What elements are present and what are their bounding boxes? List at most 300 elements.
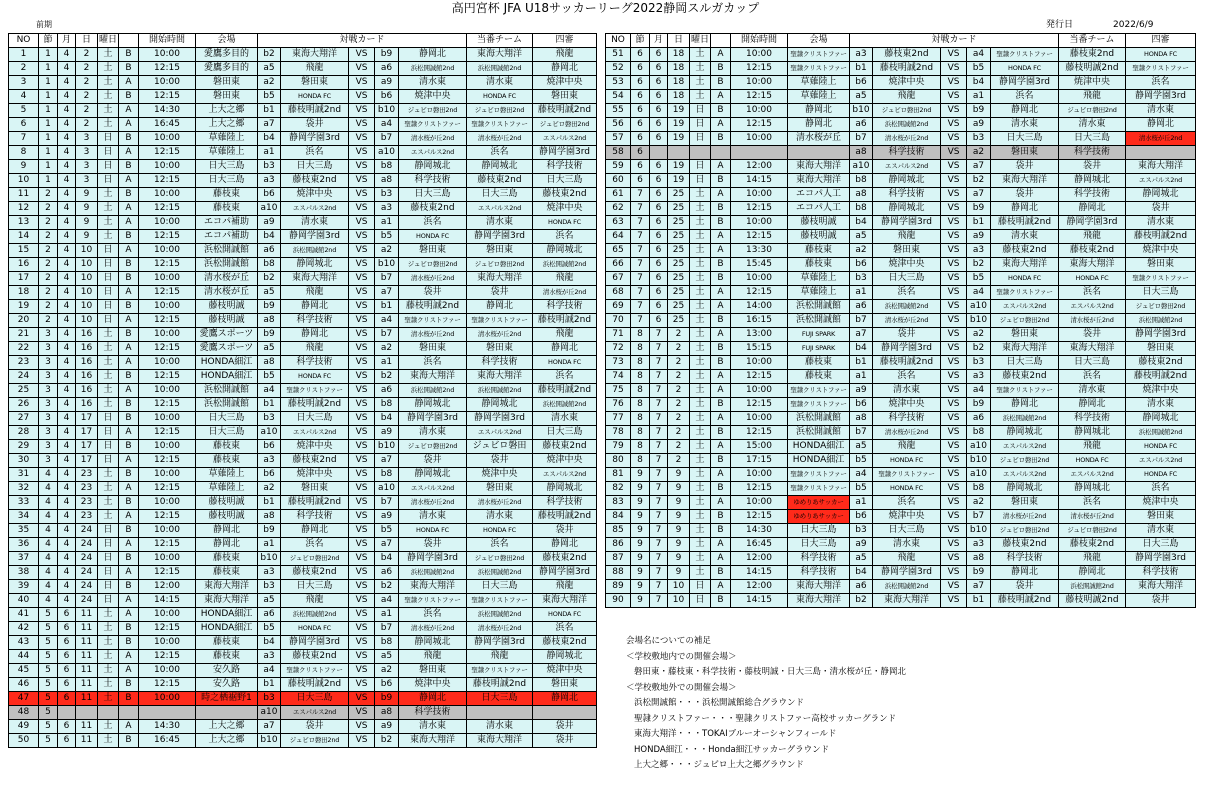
table-cell: 日 (98, 412, 119, 426)
table-cell: b2 (258, 272, 281, 286)
table-cell: 9 (631, 482, 650, 496)
table-cell: b9 (967, 104, 991, 118)
table-cell: 17 (76, 440, 98, 454)
table-cell: 14:15 (731, 566, 788, 580)
table-cell: 科学技術 (533, 496, 597, 510)
table-cell: 藤枝明誠2nd (991, 594, 1059, 608)
table-cell: 15:00 (731, 440, 788, 454)
table-cell: b1 (850, 62, 873, 76)
table-cell: 6 (650, 216, 668, 230)
table-cell: 8 (631, 328, 650, 342)
table-cell: エスパルス2nd (533, 132, 597, 146)
table-cell: a7 (967, 160, 991, 174)
table-cell: 12:00 (731, 552, 788, 566)
table-cell: 日大三島 (533, 426, 597, 440)
table-cell: 5 (39, 650, 58, 664)
table-cell: 23 (76, 482, 98, 496)
table-row (606, 342, 1196, 356)
table-cell: VS (349, 706, 375, 720)
table-cell: 科学技術 (399, 706, 467, 720)
table-cell: 2 (668, 440, 690, 454)
table-cell: 51 (606, 48, 631, 62)
table-cell: b8 (375, 160, 399, 174)
table-cell: 7 (631, 216, 650, 230)
table-cell: A (119, 216, 139, 230)
table-cell: b5 (850, 482, 873, 496)
table-cell: HONDA FC (399, 524, 467, 538)
table-cell: 5 (39, 678, 58, 692)
table-cell: 愛鷹多目的 (196, 48, 258, 62)
table-cell: 浜松開誠館 (196, 244, 258, 258)
table-cell: VS (941, 426, 967, 440)
table-cell: 2 (668, 454, 690, 468)
table-cell: 15 (9, 244, 39, 258)
table-cell: b8 (967, 482, 991, 496)
table-cell: 磐田東 (467, 342, 533, 356)
table-cell: 日大三島 (196, 174, 258, 188)
table-cell: 清水桜が丘2nd (1059, 510, 1126, 524)
table-row (606, 454, 1196, 468)
table-cell: 10 (668, 580, 690, 594)
table-cell: 土 (98, 664, 119, 678)
table-cell: VS (349, 426, 375, 440)
table-cell: 10:00 (139, 328, 196, 342)
table-row (9, 384, 597, 398)
table-row (9, 356, 597, 370)
table-cell: 42 (9, 622, 39, 636)
table-cell: 袋井 (873, 328, 941, 342)
table-cell: 飛龍 (873, 90, 941, 104)
table-cell: 4 (58, 258, 76, 272)
table-cell: 土 (98, 216, 119, 230)
table-cell: 4 (39, 538, 58, 552)
table-cell: エスパルス2nd (281, 706, 349, 720)
table-cell: a2 (258, 76, 281, 90)
table-cell: 浜名 (281, 146, 349, 160)
table-cell: 藤枝明誠2nd (873, 356, 941, 370)
table-cell: 浜松開誠館2nd (1059, 580, 1126, 594)
table-cell: 11 (76, 636, 98, 650)
table-cell: 70 (606, 314, 631, 328)
table-cell: 科学技術 (788, 552, 850, 566)
table-cell: VS (349, 524, 375, 538)
table-cell: VS (349, 594, 375, 608)
table-cell: 2 (668, 398, 690, 412)
table-cell: 71 (606, 328, 631, 342)
table-cell: a7 (850, 328, 873, 342)
table-cell: 藤枝明誠2nd (1126, 370, 1196, 384)
table-cell: b4 (850, 566, 873, 580)
table-cell: 6 (650, 76, 668, 90)
table-cell: A (119, 594, 139, 608)
table-row (9, 258, 597, 272)
table-cell: 土 (690, 244, 711, 258)
issue-label: 発行日 (1046, 20, 1074, 30)
table-cell: 上大之郷 (196, 720, 258, 734)
table-cell: VS (941, 440, 967, 454)
table-cell: 草薙陸上 (196, 146, 258, 160)
table-cell: 清水東 (281, 216, 349, 230)
table-cell: 21 (9, 328, 39, 342)
table-cell: VS (349, 720, 375, 734)
table-row (606, 62, 1196, 76)
table-cell: 静岡北 (399, 48, 467, 62)
table-cell (690, 146, 711, 160)
table-cell: エスパルス2nd (533, 468, 597, 482)
table-cell: 東海大翔洋 (788, 594, 850, 608)
table-row (9, 552, 597, 566)
table-cell: 藤枝東2nd (281, 174, 349, 188)
table-cell: 6 (631, 62, 650, 76)
table-cell: 6 (650, 48, 668, 62)
table-cell: B (711, 356, 731, 370)
table-cell: 聖隷クリストファー (399, 118, 467, 132)
table-cell: HONDA細江 (788, 454, 850, 468)
table-cell: 14 (9, 230, 39, 244)
table-cell: b3 (850, 272, 873, 286)
table-cell: A (711, 538, 731, 552)
table-cell: 7 (631, 258, 650, 272)
table-row (606, 328, 1196, 342)
table-cell: 東海大翔洋 (991, 174, 1059, 188)
table-cell: 39 (9, 580, 39, 594)
table-cell: 6 (650, 104, 668, 118)
table-cell: VS (941, 160, 967, 174)
table-cell: エスパルス2nd (467, 426, 533, 440)
table-cell: A (119, 146, 139, 160)
table-cell: VS (941, 76, 967, 90)
table-row (606, 580, 1196, 594)
table-cell: 静岡学園3rd (533, 146, 597, 160)
table-cell: 10 (76, 272, 98, 286)
table-cell: ジュビロ磐田2nd (467, 552, 533, 566)
table-row (606, 76, 1196, 90)
table-cell: 藤枝東2nd (1059, 538, 1126, 552)
table-cell: 10:00 (139, 384, 196, 398)
table-cell: 6 (650, 272, 668, 286)
table-cell: 静岡北 (991, 202, 1059, 216)
table-cell: b5 (967, 62, 991, 76)
table-cell: VS (941, 482, 967, 496)
table-cell: 7 (650, 440, 668, 454)
table-cell: 土 (690, 286, 711, 300)
table-cell: a3 (375, 202, 399, 216)
table-cell: 2 (39, 202, 58, 216)
table-cell: B (119, 300, 139, 314)
issue-info (1046, 17, 1153, 30)
table-cell: 86 (606, 538, 631, 552)
table-cell: 東海大翔洋 (991, 342, 1059, 356)
table-cell: b3 (850, 524, 873, 538)
table-cell: 浜松開誠館2nd (873, 118, 941, 132)
table-cell: 3 (39, 328, 58, 342)
table-cell: 浜名 (1059, 496, 1126, 510)
table-cell: b3 (258, 580, 281, 594)
table-cell: b8 (850, 202, 873, 216)
table-cell: HONDA FC (281, 90, 349, 104)
table-cell: 飛龍 (533, 48, 597, 62)
table-cell: 飛龍 (1059, 440, 1126, 454)
table-cell: 聖隷クリストファー (281, 384, 349, 398)
table-cell: 草薙陸上 (788, 286, 850, 300)
table-row (9, 244, 597, 258)
table-cell: 藤枝東2nd (1126, 356, 1196, 370)
table-cell: 12:15 (731, 202, 788, 216)
table-cell: 聖隷クリストファー (788, 468, 850, 482)
table-cell: 6 (58, 650, 76, 664)
table-cell: 土 (690, 342, 711, 356)
table-cell: a2 (967, 496, 991, 510)
table-cell: 53 (606, 76, 631, 90)
table-row (9, 370, 597, 384)
table-cell: 11 (76, 734, 98, 748)
table-cell: 12:15 (139, 454, 196, 468)
table-cell: A (711, 370, 731, 384)
table-cell: 飛龍 (281, 62, 349, 76)
table-cell: 10:00 (139, 76, 196, 90)
table-cell: 静岡城北 (399, 636, 467, 650)
table-cell: 63 (606, 216, 631, 230)
table-cell: B (119, 370, 139, 384)
table-cell: 科学技術 (533, 300, 597, 314)
table-cell: 37 (9, 552, 39, 566)
table-cell: A (711, 286, 731, 300)
table-cell: 9 (668, 524, 690, 538)
table-cell: a5 (258, 594, 281, 608)
table-cell: 安久路 (196, 664, 258, 678)
table-row (9, 90, 597, 104)
table-cell: 浜松開誠館2nd (467, 566, 533, 580)
table-cell: 1 (39, 90, 58, 104)
table-row (9, 664, 597, 678)
table-cell: 静岡北 (1059, 398, 1126, 412)
table-row (9, 202, 597, 216)
table-cell: 10 (76, 286, 98, 300)
table-cell: 6 (58, 608, 76, 622)
table-cell: VS (941, 328, 967, 342)
table-row (606, 118, 1196, 132)
table-cell: 4 (58, 580, 76, 594)
table-cell: 土 (690, 272, 711, 286)
table-cell: 2 (39, 314, 58, 328)
table-cell: エスパルス2nd (1059, 300, 1126, 314)
table-cell: 藤枝明誠2nd (991, 216, 1059, 230)
table-cell: 80 (606, 454, 631, 468)
table-cell: 4 (39, 482, 58, 496)
table-cell: A (711, 300, 731, 314)
table-cell: 藤枝東2nd (399, 202, 467, 216)
table-cell: VS (941, 454, 967, 468)
table-row (9, 286, 597, 300)
table-cell: 47 (9, 692, 39, 706)
table-cell: 69 (606, 300, 631, 314)
table-cell: 16:45 (139, 118, 196, 132)
table-cell: 82 (606, 482, 631, 496)
table-cell: 4 (58, 594, 76, 608)
table-row (606, 174, 1196, 188)
table-cell: 12:15 (139, 482, 196, 496)
table-row (9, 720, 597, 734)
table-cell: 時之栖裾野1 (196, 692, 258, 706)
table-cell: a4 (375, 314, 399, 328)
table-cell: 藤枝東2nd (1059, 244, 1126, 258)
table-cell: 60 (606, 174, 631, 188)
table-cell: b1 (850, 356, 873, 370)
table-cell: 4 (58, 440, 76, 454)
table-cell: 7 (631, 230, 650, 244)
table-cell: 24 (76, 566, 98, 580)
table-row (9, 510, 597, 524)
table-cell: 浜松開誠館 (788, 300, 850, 314)
table-row (606, 90, 1196, 104)
table-cell: 28 (9, 426, 39, 440)
table-cell: 6 (631, 48, 650, 62)
table-cell: 聖隷クリストファー (467, 664, 533, 678)
table-cell: a10 (967, 440, 991, 454)
table-cell: 1 (39, 62, 58, 76)
table-cell: A (119, 174, 139, 188)
table-cell: 11 (76, 692, 98, 706)
note-line: 上大之郷・・・ジュビロ上大之郷グラウンド (634, 760, 804, 770)
table-cell: 75 (606, 384, 631, 398)
table-cell: 科学技術 (788, 566, 850, 580)
table-cell: 浜名 (873, 286, 941, 300)
table-cell: 静岡学園3rd (533, 566, 597, 580)
venue-notes (626, 634, 906, 774)
table-cell: 焼津中央 (281, 188, 349, 202)
table-cell: VS (349, 734, 375, 748)
table-row (9, 272, 597, 286)
table-cell: 浜松開誠館 (788, 412, 850, 426)
table-cell: a1 (850, 370, 873, 384)
table-cell: 7 (650, 524, 668, 538)
table-cell: a10 (850, 160, 873, 174)
table-cell: VS (349, 216, 375, 230)
table-cell: 2 (39, 286, 58, 300)
table-cell: 18 (668, 90, 690, 104)
table-cell: 4 (58, 552, 76, 566)
table-cell: 日大三島 (991, 356, 1059, 370)
table-cell: 日 (98, 580, 119, 594)
table-cell: 静岡学園3rd (467, 636, 533, 650)
table-cell: 33 (9, 496, 39, 510)
table-cell: 浜松開誠館 (196, 384, 258, 398)
table-cell: 9 (631, 594, 650, 608)
table-cell: 科学技術 (873, 146, 941, 160)
table-cell: 日大三島 (873, 524, 941, 538)
table-cell: b1 (967, 594, 991, 608)
table-cell: a4 (258, 384, 281, 398)
table-cell: 3 (76, 132, 98, 146)
table-cell: 土 (690, 328, 711, 342)
table-cell: 藤枝明誠2nd (281, 398, 349, 412)
table-cell: 11 (76, 720, 98, 734)
table-cell: b3 (258, 412, 281, 426)
table-cell: 88 (606, 566, 631, 580)
table-cell: a5 (850, 230, 873, 244)
table-cell: 10:00 (139, 468, 196, 482)
table-cell: VS (941, 538, 967, 552)
table-cell: 清水東 (1126, 104, 1196, 118)
table-cell: 3 (39, 356, 58, 370)
table-cell: 77 (606, 412, 631, 426)
table-cell: A (119, 314, 139, 328)
table-cell: 4 (58, 62, 76, 76)
table-cell: HONDA FC (533, 356, 597, 370)
table-cell: 10:00 (731, 104, 788, 118)
table-cell: 48 (9, 706, 39, 720)
table-cell: VS (349, 384, 375, 398)
table-cell: 東海大翔洋 (281, 48, 349, 62)
table-cell: b7 (375, 496, 399, 510)
table-cell: a10 (967, 300, 991, 314)
table-cell: 2 (668, 328, 690, 342)
table-cell: VS (349, 328, 375, 342)
table-cell: 藤枝東 (788, 356, 850, 370)
table-cell: 29 (9, 440, 39, 454)
table-row (606, 538, 1196, 552)
table-cell: 磐田東 (196, 76, 258, 90)
table-cell: 4 (58, 412, 76, 426)
table-cell: HONDA FC (1126, 440, 1196, 454)
table-cell: VS (941, 132, 967, 146)
table-cell: 1 (39, 146, 58, 160)
table-cell: B (711, 524, 731, 538)
table-cell: 7 (650, 328, 668, 342)
table-cell: 7 (650, 482, 668, 496)
table-cell: VS (941, 412, 967, 426)
table-cell: 東海大翔洋 (788, 580, 850, 594)
table-cell: 4 (39, 496, 58, 510)
table-row (606, 132, 1196, 146)
table-cell: a9 (850, 384, 873, 398)
table-cell: VS (349, 552, 375, 566)
table-row (9, 622, 597, 636)
table-cell: 3 (39, 384, 58, 398)
table-cell: VS (349, 566, 375, 580)
table-cell: 磐田東 (991, 328, 1059, 342)
table-cell: 3 (76, 174, 98, 188)
table-cell: 4 (39, 468, 58, 482)
table-cell: 5 (39, 608, 58, 622)
table-cell: 藤枝東2nd (281, 454, 349, 468)
table-cell: 飛龍 (399, 650, 467, 664)
table-cell: 7 (631, 188, 650, 202)
table-cell: 2 (668, 384, 690, 398)
table-cell: 18 (668, 76, 690, 90)
table-cell: b10 (258, 734, 281, 748)
table-cell: 愛鷹スポーツ (196, 342, 258, 356)
header-cell: 曜日 (98, 34, 119, 48)
table-cell: 東海大翔洋 (467, 272, 533, 286)
table-row (9, 160, 597, 174)
table-cell: a7 (375, 454, 399, 468)
table-cell: 東海大翔洋 (196, 580, 258, 594)
table-cell: 静岡学園3rd (467, 412, 533, 426)
table-cell: 藤枝明誠 (196, 300, 258, 314)
table-cell: 磐田東 (196, 90, 258, 104)
table-cell: 8 (9, 146, 39, 160)
table-cell: 9 (76, 230, 98, 244)
header-cell: 開始時間 (731, 34, 788, 48)
table-cell (650, 146, 668, 160)
table-cell: 13:00 (731, 328, 788, 342)
table-cell: 日大三島 (399, 188, 467, 202)
table-cell: VS (941, 398, 967, 412)
table-cell: 静岡学園3rd (873, 342, 941, 356)
table-cell: 11 (76, 678, 98, 692)
table-cell: 袋井 (1059, 328, 1126, 342)
